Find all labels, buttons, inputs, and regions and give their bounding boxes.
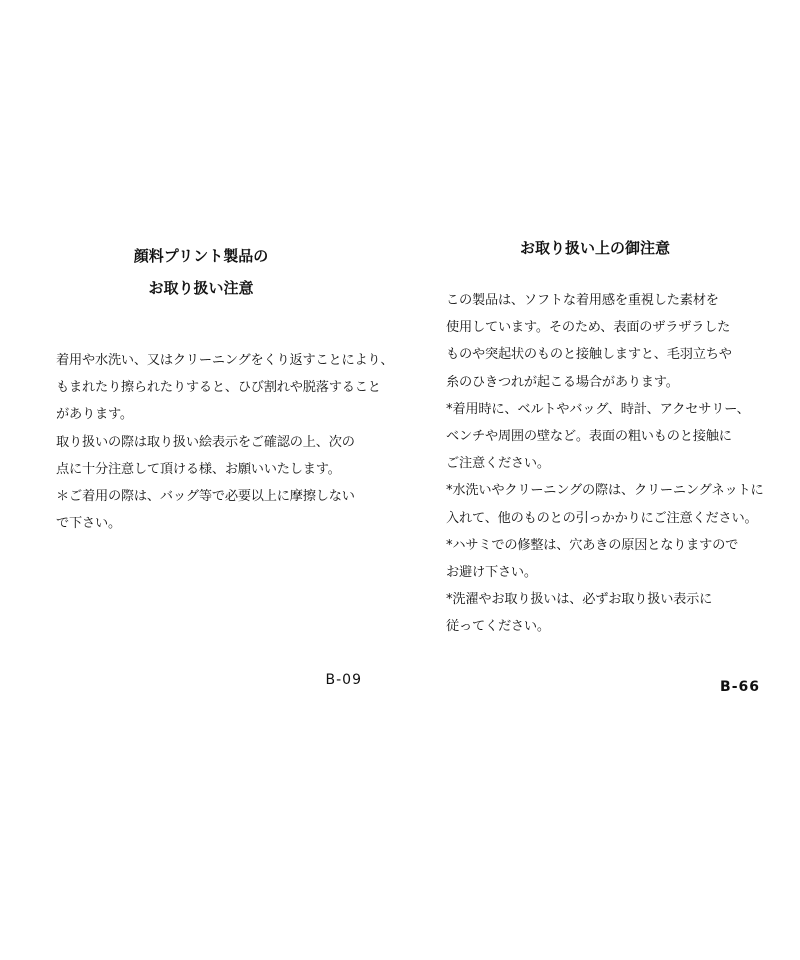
left-label-body (56, 347, 394, 537)
right-body-line-8: *水洗いやクリーニングの際は、クリーニングネットに (446, 483, 764, 499)
left-body-line-2: もまれたり擦られたりすると、ひび割れや脱落すること (56, 380, 381, 396)
left-body-line-3: があります。 (56, 407, 133, 423)
right-body-line-5: *着用時に、ベルトやバッグ、時計、アクセサリー、 (446, 401, 750, 417)
left-body-line-5: 点に十分注意して頂ける様、お願いいたします。 (56, 461, 341, 477)
right-body-line-11: お避け下さい。 (446, 565, 537, 581)
right-body-line-9: 入れて、他のものとの引っかかりにご注意ください。 (446, 510, 758, 526)
right-label-body (446, 287, 764, 641)
left-label-code: B-09 (325, 672, 362, 688)
left-label-title (56, 240, 346, 304)
right-body-line-1: この製品は、ソフトな着用感を重視した素材を (446, 293, 719, 308)
right-body-line-4: 糸のひきつれが起こる場合があります。 (446, 374, 679, 390)
left-body-line-6: ＊ご着用の際は、バッグ等で必要以上に摩擦しない (56, 489, 355, 505)
left-body-line-4: 取り扱いの際は取り扱い絵表示をご確認の上、次の (56, 434, 355, 450)
left-care-label (56, 240, 394, 700)
right-body-line-2: 使用しています。そのため、表面のザラザラした (446, 320, 731, 336)
right-body-line-6: ベンチや周囲の壁など。表面の粗いものと接触に (446, 429, 732, 445)
right-body-line-12: *洗濯やお取り扱いは、必ずお取り扱い表示に (446, 592, 713, 608)
right-body-line-7: ご注意ください。 (446, 456, 550, 472)
right-body-line-10: *ハサミでの修整は、穴あきの原因となりますので (446, 537, 739, 553)
right-title-line-1: お取り扱い上の御注意 (519, 239, 670, 257)
left-title-line-2: お取り扱い注意 (148, 279, 254, 297)
right-body-line-3: ものや突起状のものと接触しますと、毛羽立ちや (446, 347, 732, 363)
right-label-title (446, 232, 744, 264)
right-body-line-13: 従ってください。 (446, 619, 550, 635)
left-title-line-1: 顔料プリント製品の (133, 247, 269, 265)
left-body-line-7: で下さい。 (56, 516, 121, 532)
left-body-line-1: 着用や水洗い、又はクリーニングをくり返すことにより、 (56, 353, 394, 368)
right-care-label (446, 232, 764, 708)
right-label-code: B-66 (720, 679, 760, 695)
